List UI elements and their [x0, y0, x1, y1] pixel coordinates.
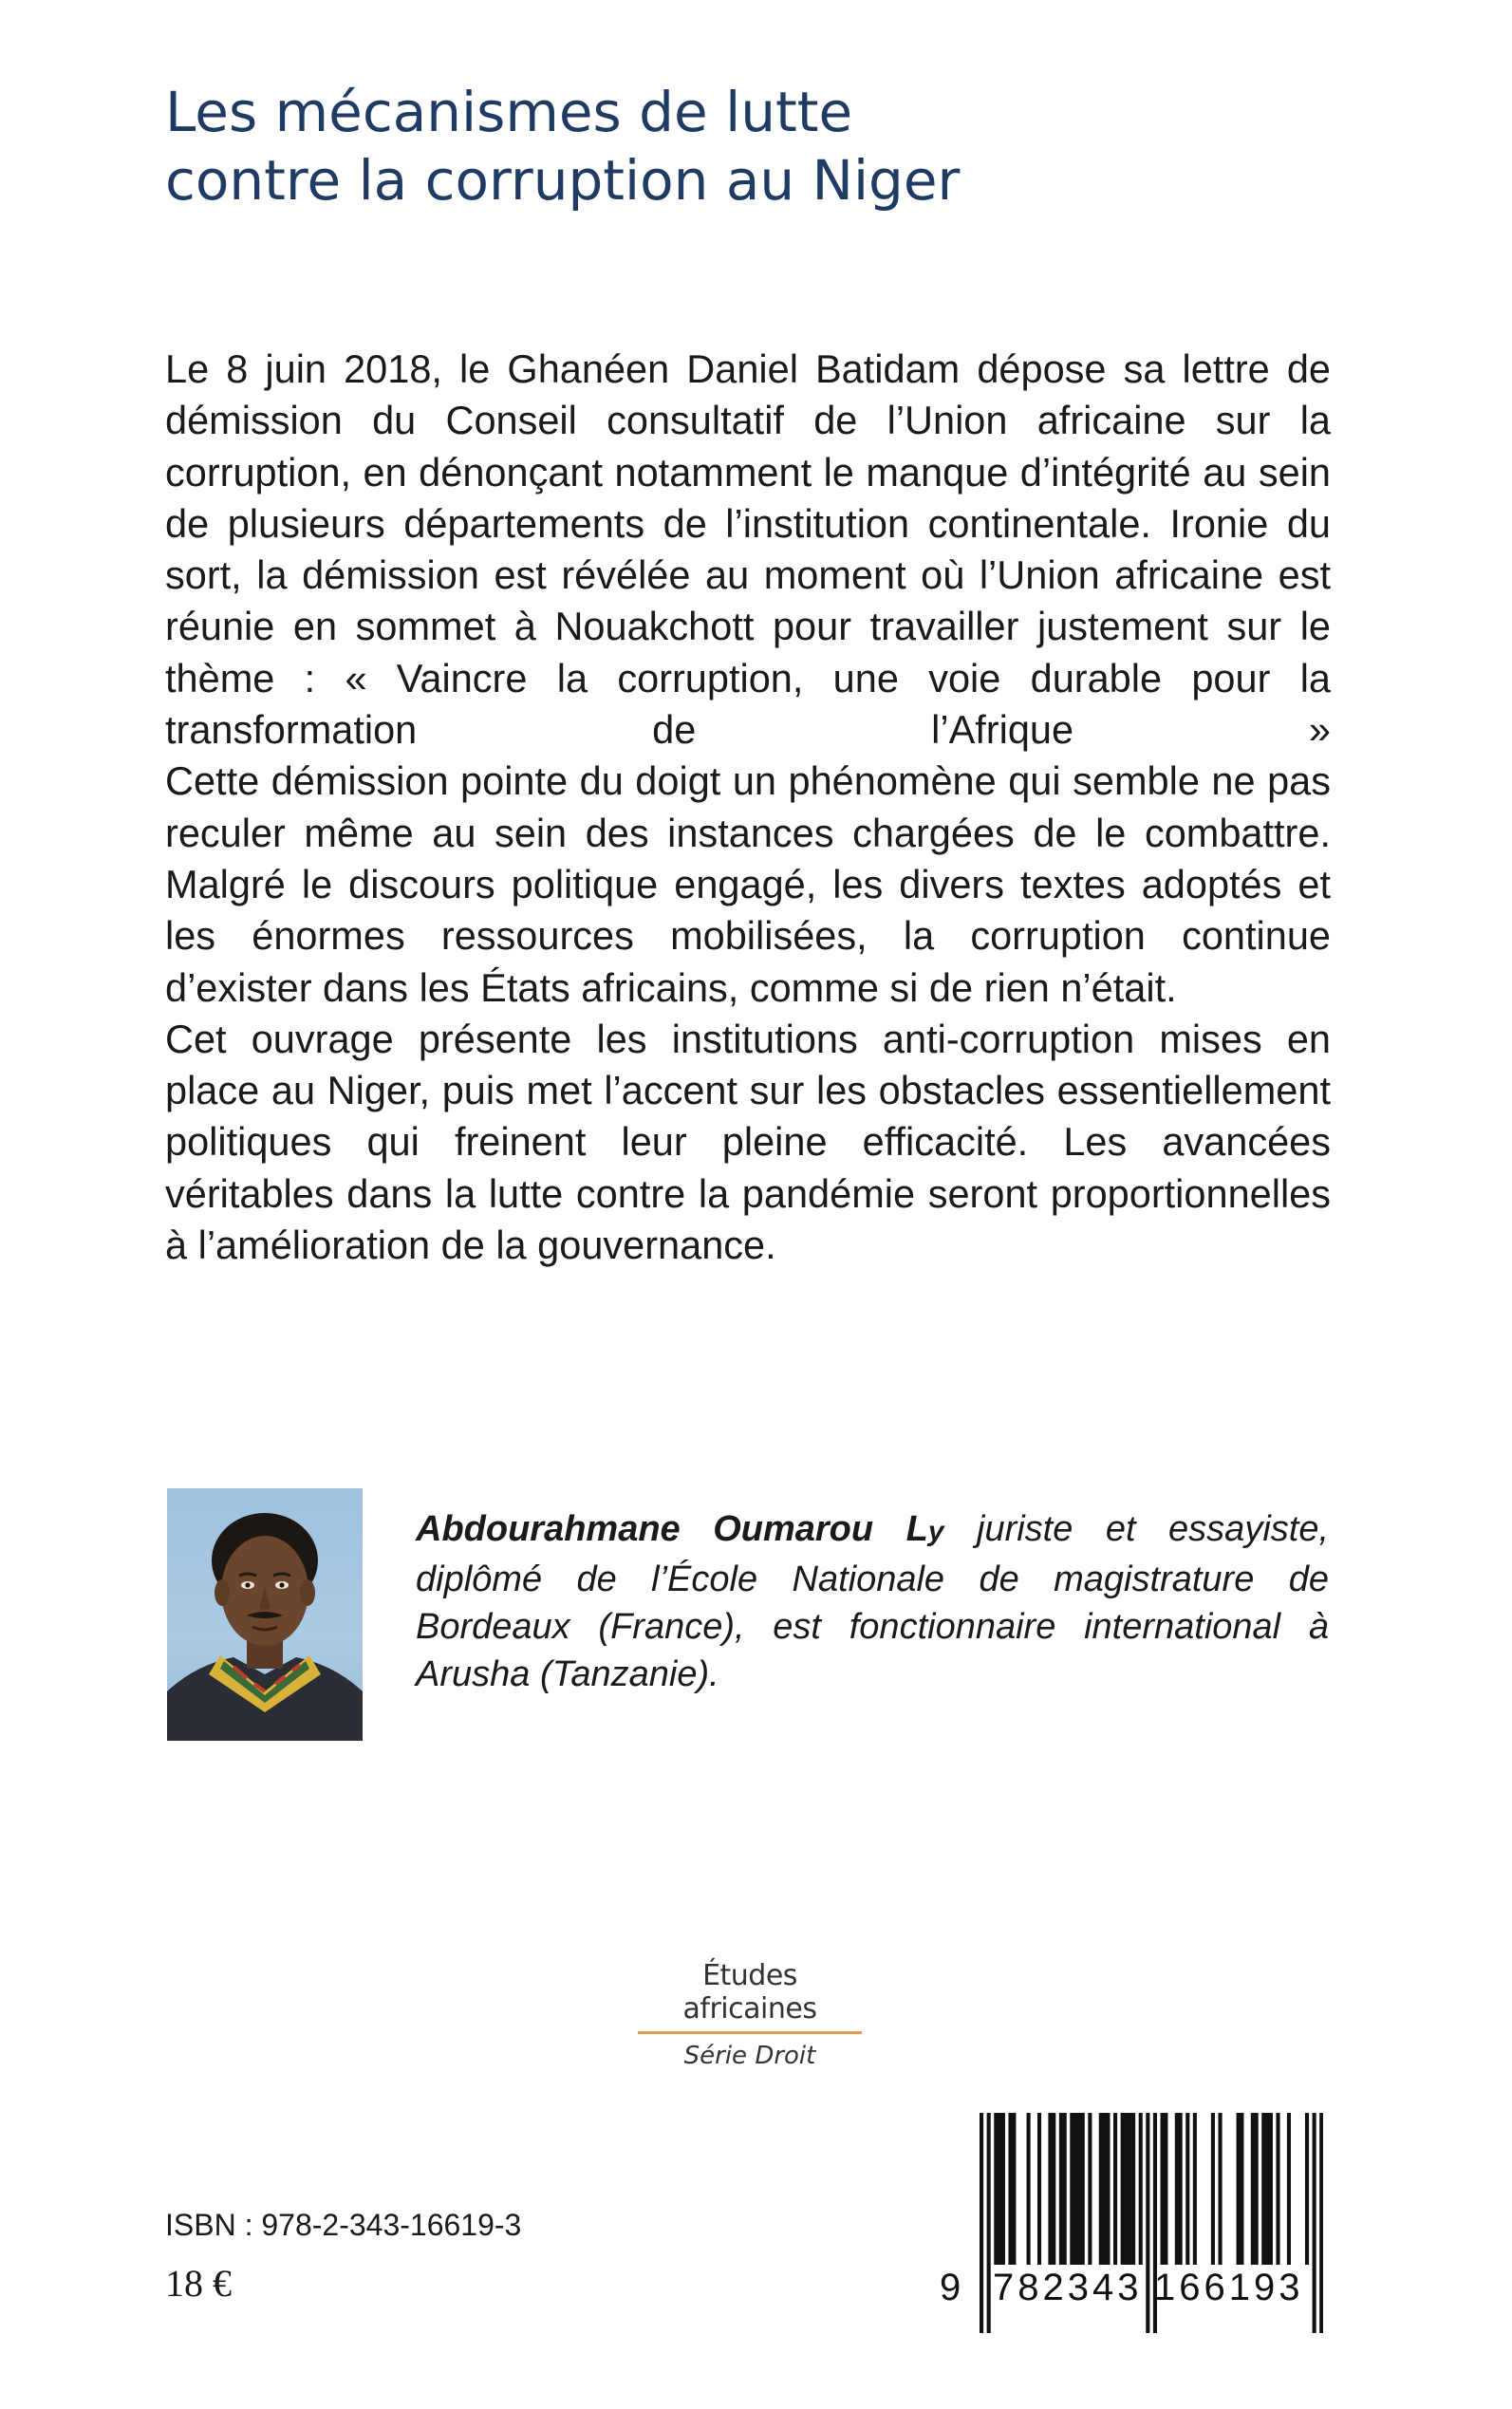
barcode-bar: [1124, 2113, 1128, 2265]
barcode-guard-bar: [1319, 2113, 1323, 2333]
barcode-bar: [1305, 2113, 1309, 2265]
barcode-digit-group-1: 782343: [993, 2267, 1143, 2308]
book-title-line-1: Les mécanismes de lutte: [165, 80, 853, 144]
barcode-bar: [1251, 2113, 1255, 2265]
author-bio-line-2: diplômé de l’École Nationale de magistrature de: [416, 1559, 1329, 1599]
barcode-bar: [1027, 2113, 1031, 2265]
collection-rule: [638, 2031, 862, 2034]
barcode-bar: [1269, 2113, 1273, 2265]
barcode-bar: [1193, 2113, 1197, 2265]
barcode-bar: [1081, 2113, 1085, 2265]
barcode-bar: [1240, 2113, 1243, 2265]
collection-subseries: Série Droit: [683, 2042, 816, 2070]
author-bio-line-1-rest: juriste et essayiste,: [943, 1509, 1330, 1549]
barcode-bar: [1113, 2113, 1117, 2265]
barcode-bar: [1185, 2113, 1189, 2265]
barcode-bar: [1237, 2113, 1241, 2265]
barcode-bar: [1008, 2113, 1012, 2265]
author-bio-line-3: Bordeaux (France), est fonctionnaire international à: [416, 1607, 1329, 1647]
barcode-bar: [1088, 2113, 1092, 2265]
book-title: [165, 78, 1304, 215]
barcode-bar: [1063, 2113, 1067, 2265]
barcode-bar: [1175, 2113, 1179, 2265]
barcode-bar: [1037, 2113, 1041, 2265]
barcode-bar: [1179, 2113, 1183, 2265]
barcode-guard-bar: [980, 2113, 983, 2333]
barcode-bar: [1070, 2113, 1073, 2265]
barcode-bar: [998, 2113, 1001, 2265]
barcode-bar: [1164, 2113, 1167, 2265]
book-title-line-2: contre la corruption au Niger: [165, 148, 961, 213]
barcode-first-digit: 9: [940, 2267, 961, 2308]
barcode-bar: [1052, 2113, 1055, 2265]
barcode-bar: [1128, 2113, 1131, 2265]
isbn-number: ISBN : 978-2-343-16619-3: [165, 2208, 522, 2242]
blurb-paragraph-1: Le 8 juin 2018, le Ghanéen Daniel Batidam dépose sa lettre de démission du Conseil consultatif de l’Union africaine sur la corruption, en dénonçant notamment le manque d’intégrité au sein de plusieurs départements de l’institution continentale. Ironie du sort, la démission est révélée au moment où l’Union africaine est réunie en sommet à Nouakchott pour travailler justement sur le thème : « Vaincre la corruption, une voie durable pour la transformation de l’Afrique »: [165, 346, 1331, 753]
barcode-bar: [1048, 2113, 1052, 2265]
barcode-bar: [1077, 2113, 1081, 2265]
barcode-bar: [1073, 2113, 1077, 2265]
barcode-bar: [1139, 2113, 1143, 2265]
author-name: Abdourahmane Oumarou L: [416, 1509, 928, 1549]
barcode-bar: [1099, 2113, 1103, 2265]
barcode-bar: [994, 2113, 998, 2265]
blurb-paragraph-2: Cette démission pointe du doigt un phénomène qui semble ne pas reculer même au sein des instances chargées de le combattre. Malgré le discours politique engagé, les divers textes adoptés et les énormes ressources mobilisées, la corruption continue d’exister dans les États africains, comme si de rien n’était.: [165, 758, 1331, 1010]
barcode-bar: [1131, 2113, 1135, 2265]
collection-logo: [638, 1959, 862, 2070]
barcode-bar: [1106, 2113, 1110, 2265]
author-bio-line-4: Arusha (Tanzanie).: [416, 1654, 719, 1694]
barcode-guard-bar: [987, 2113, 991, 2333]
collection-series: Études africaines: [682, 1959, 817, 2026]
barcode-digit-group-2: 166193: [1154, 2267, 1304, 2308]
barcode-bar: [1211, 2113, 1215, 2265]
barcode-bar: [1287, 2113, 1291, 2265]
barcode-bar: [1001, 2113, 1005, 2265]
barcode-guard-bar: [1146, 2113, 1149, 2333]
back-cover-blurb: [165, 344, 1331, 1271]
price: 18 €: [165, 2262, 232, 2305]
barcode-guard-bar: [1313, 2113, 1316, 2333]
barcode-bar: [1161, 2113, 1165, 2265]
author-photo: [167, 1488, 363, 1741]
barcode-bar: [1265, 2113, 1269, 2265]
blurb-paragraph-3: Cet ouvrage présente les institutions anti-corruption mises en place au Niger, puis met l’accent sur les obstacles essentiellement politiques qui freinent leur pleine efficacité. Les avancées véritables dans la lutte contre la pandémie seront proportionnelles à l’amélioration de la gouvernance.: [165, 1016, 1331, 1268]
barcode-bar: [1218, 2113, 1222, 2265]
author-bio: [416, 1505, 1329, 1698]
author-bio-line-1: [416, 1505, 1329, 1556]
barcode-bar: [1059, 2113, 1063, 2265]
barcode-bar: [1261, 2113, 1265, 2265]
barcode-bar: [1103, 2113, 1107, 2265]
barcode-bar: [1121, 2113, 1125, 2265]
barcode-bar: [1012, 2113, 1016, 2265]
barcode-bar: [1255, 2113, 1259, 2265]
author-name-smallcaps: y: [927, 1516, 944, 1547]
barcode-bar: [1276, 2113, 1279, 2265]
